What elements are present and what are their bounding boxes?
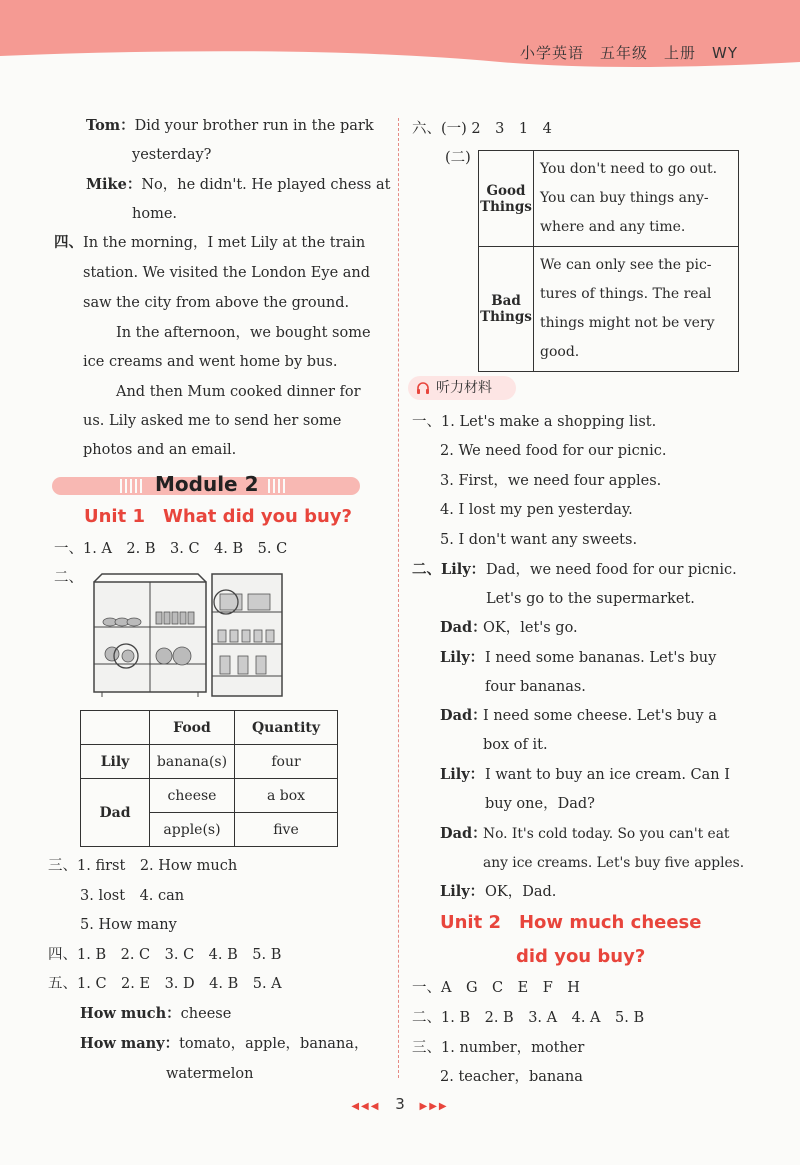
dialog-text: any ice creams. Let's buy five apples. bbox=[483, 855, 745, 871]
dialog-tom-line: Tom：Did your brother run in the park bbox=[86, 117, 374, 134]
dialog-text: No. It's cold today. So you can't eat bbox=[483, 826, 730, 842]
table-cell-food: apple(s) bbox=[150, 813, 235, 847]
u2-answer-1: 一、A G C E F H bbox=[412, 980, 580, 996]
dialog-mike-cont: home. bbox=[132, 206, 178, 222]
passage-line: us. Lily asked me to send her some bbox=[83, 413, 342, 429]
bad-text-line: good. bbox=[540, 344, 580, 360]
how-many-cont: watermelon bbox=[166, 1066, 254, 1082]
answer-6b-label: (二) bbox=[445, 150, 471, 166]
dialog-speaker: Dad： bbox=[440, 707, 487, 724]
dialog-text: I need some cheese. Let's buy a bbox=[483, 708, 717, 724]
how-much-line: How much：cheese bbox=[80, 1005, 232, 1022]
how-many-line: How many：tomato，apple，banana， bbox=[80, 1035, 369, 1052]
dialog-speaker: Dad： bbox=[440, 825, 487, 842]
dialog-text: Let's go to the supermarket. bbox=[486, 591, 695, 607]
u2-answer-3a: 三、1. number，mother bbox=[412, 1040, 585, 1056]
dialog-text: I need some bananas. Let's buy bbox=[485, 650, 717, 666]
dialog-speaker: 二、Lily： bbox=[412, 561, 486, 578]
dialog-text: OK，Dad. bbox=[485, 884, 557, 900]
unit2-title-line1: Unit 2 How much cheese bbox=[440, 912, 702, 933]
listening-1-line: 3. First，we need four apples. bbox=[440, 473, 662, 489]
table-cell-food: cheese bbox=[150, 779, 235, 813]
header-title: 小学英语 五年级 上册 WY bbox=[520, 44, 738, 62]
dialog-text: box of it. bbox=[483, 737, 548, 753]
table-cell-quantity: five bbox=[235, 813, 338, 847]
table-cell-quantity: four bbox=[235, 745, 338, 779]
table-cell-food: banana(s) bbox=[150, 745, 235, 779]
bad-text-line: tures of things. The real bbox=[540, 286, 712, 302]
table-row-label-dad: Dad bbox=[81, 779, 150, 847]
table-header-food: Food bbox=[150, 711, 235, 745]
page-number: 3 bbox=[395, 1095, 405, 1113]
dialog-speaker: Lily： bbox=[440, 766, 485, 783]
next-arrows-icon: ▶▶▶ bbox=[419, 1101, 449, 1112]
table-header-quantity: Quantity bbox=[235, 711, 338, 745]
passage-line: ice creams and went home by bus. bbox=[83, 354, 338, 370]
answer-3c: 5. How many bbox=[80, 917, 177, 933]
dialog-speaker: Lily： bbox=[440, 883, 485, 900]
good-things-label: Good Things bbox=[479, 151, 534, 247]
listening-material-tag bbox=[408, 376, 516, 400]
prev-arrows-icon: ◀◀◀ bbox=[351, 1101, 381, 1112]
answer-6a: 六、(一) 2 3 1 4 bbox=[412, 121, 552, 137]
bad-things-label: Bad Things bbox=[479, 247, 534, 372]
answer-3a: 三、1. first 2. How much bbox=[48, 858, 238, 874]
page-footer bbox=[0, 1095, 800, 1113]
listening-1-line: 4. I lost my pen yesterday. bbox=[440, 502, 633, 518]
listening-1-line: 一、1. Let's make a shopping list. bbox=[412, 414, 657, 430]
good-text-line: where and any time. bbox=[540, 219, 686, 235]
table-row-label-lily: Lily bbox=[81, 745, 150, 779]
header-band bbox=[0, 0, 800, 80]
listening-1-line: 2. We need food for our picnic. bbox=[440, 443, 667, 459]
dialog-text: buy one，Dad? bbox=[485, 796, 595, 812]
section-4-label: 四、 bbox=[54, 234, 83, 251]
listening-tag-label: 听力材料 bbox=[436, 380, 492, 396]
passage-line: saw the city from above the ground. bbox=[83, 295, 350, 311]
passage-line: In the afternoon，we bought some bbox=[116, 325, 371, 341]
answer-5: 五、1. C 2. E 3. D 4. B 5. A bbox=[48, 976, 282, 992]
headphones-icon bbox=[416, 381, 430, 395]
u2-answer-3b: 2. teacher，banana bbox=[440, 1069, 583, 1085]
supermarket-shelf-illustration bbox=[92, 572, 284, 698]
unit1-title: Unit 1 What did you buy? bbox=[84, 506, 352, 527]
passage-line: station. We visited the London Eye and bbox=[83, 265, 371, 281]
bad-text-line: things might not be very bbox=[540, 315, 715, 331]
answer-1: 一、1. A 2. B 3. C 4. B 5. C bbox=[54, 541, 288, 557]
answer-4: 四、1. B 2. C 3. C 4. B 5. B bbox=[48, 947, 282, 963]
table-cell-quantity: a box bbox=[235, 779, 338, 813]
section-2-label: 二、 bbox=[54, 570, 83, 586]
good-text-line: You don't need to go out. bbox=[540, 161, 718, 177]
answer-3b: 3. lost 4. can bbox=[80, 888, 185, 904]
food-quantity-table bbox=[80, 710, 338, 847]
good-text-line: You can buy things any- bbox=[540, 190, 709, 206]
good-things-cell bbox=[534, 151, 739, 247]
dialog-text: Dad，we need food for our picnic. bbox=[486, 562, 737, 578]
dialog-speaker: Dad： bbox=[440, 619, 487, 636]
dialog-mike-line: Mike：No，he didn't. He played chess at bbox=[86, 176, 391, 193]
module-title: Module 2 bbox=[155, 472, 259, 496]
bad-things-cell bbox=[534, 247, 739, 372]
passage-line: photos and an email. bbox=[83, 442, 237, 458]
unit2-title-line2: did you buy? bbox=[516, 946, 646, 967]
dialog-tom-cont: yesterday? bbox=[132, 147, 212, 163]
dialog-text: four bananas. bbox=[485, 679, 586, 695]
table-header-empty bbox=[81, 711, 150, 745]
column-divider bbox=[398, 118, 399, 1078]
listening-1-line: 5. I don't want any sweets. bbox=[440, 532, 638, 548]
passage-line: In the morning，I met Lily at the train bbox=[83, 235, 366, 251]
good-bad-table bbox=[478, 150, 739, 372]
bad-text-line: We can only see the pic- bbox=[540, 257, 712, 273]
passage-line: And then Mum cooked dinner for bbox=[116, 384, 361, 400]
dialog-text: I want to buy an ice cream. Can I bbox=[485, 767, 730, 783]
dialog-text: OK，let's go. bbox=[483, 620, 578, 636]
u2-answer-2: 二、1. B 2. B 3. A 4. A 5. B bbox=[412, 1010, 645, 1026]
dialog-speaker: Lily： bbox=[440, 649, 485, 666]
